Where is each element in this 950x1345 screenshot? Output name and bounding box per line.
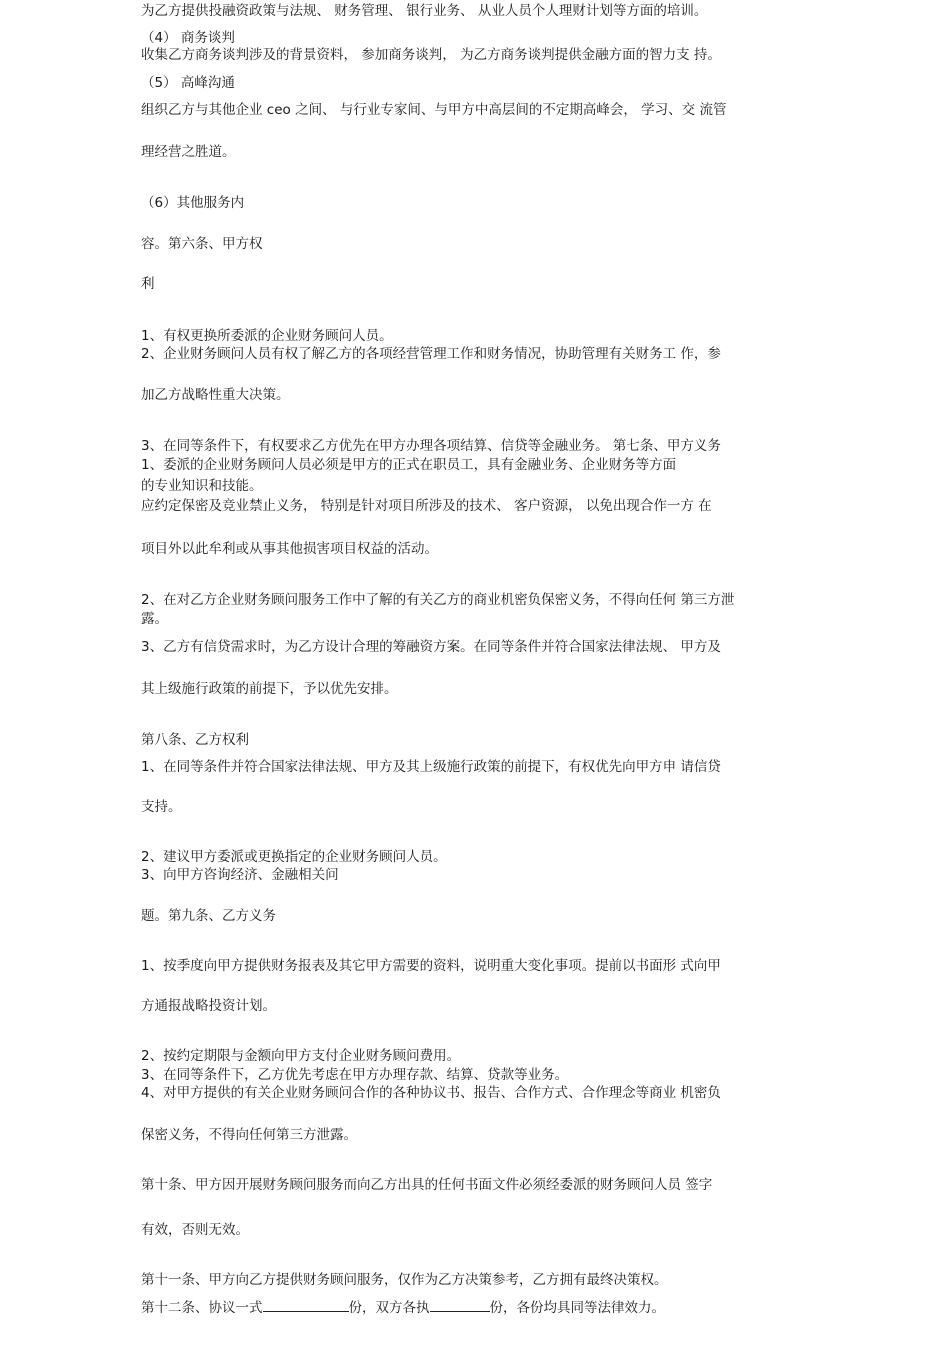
text-line: 加乙方战略性重大决策。	[141, 387, 290, 403]
text-line: 容。第六条、甲方权	[141, 236, 263, 252]
text-line: 的专业知识和技能。	[141, 478, 263, 494]
text-line: 项目外以此牟利或从事其他损害项目权益的活动。	[141, 541, 438, 557]
text-line: 有效，否则无效。	[141, 1222, 249, 1238]
text-line: 组织乙方与其他企业 ceo 之间、 与行业专家间、与甲方中高层间的不定期高峰会， 学习、交 流管	[141, 102, 727, 118]
text-line: 支持。	[141, 799, 182, 815]
text-line: 为乙方提供投融资政策与法规、 财务管理、 银行业务、 从业人员个人理财计划等方面的培训。	[141, 3, 708, 19]
text-line: 第十条、甲方因开展财务顾问服务而向乙方出具的任何书面文件必须经委派的财务顾问人员 签字	[141, 1177, 713, 1193]
text-line: 利	[141, 276, 155, 292]
text-line: 保密义务，不得向任何第三方泄露。	[141, 1127, 357, 1143]
copies-each-blank[interactable]	[430, 1297, 490, 1312]
list-item: 3、在同等条件下，乙方优先考虑在甲方办理存款、结算、贷款等业务。	[141, 1067, 569, 1083]
list-item: 3、在同等条件下，有权要求乙方优先在甲方办理各项结算、信贷等金融业务。 第七条、甲方义务	[141, 438, 721, 454]
list-item: 4、对甲方提供的有关企业财务顾问合作的各种协议书、报告、合作方式、合作理念等商业 机密负	[141, 1085, 721, 1101]
final-clause-part3: 份，各份均具同等法律效力。	[489, 1300, 665, 1316]
text-line: 露。	[141, 611, 168, 627]
final-clause	[141, 1297, 665, 1317]
list-item: 2、在对乙方企业财务顾问服务工作中了解的有关乙方的商业机密负保密义务，不得向任何 第三方泄	[141, 592, 735, 608]
list-item: 3、向甲方咨询经济、金融相关问	[141, 867, 339, 883]
text-line: 方通报战略投资计划。	[141, 998, 276, 1014]
final-clause-part2: 份，双方各执	[348, 1300, 430, 1316]
list-item: 2、按约定期限与金额向甲方支付企业财务顾问费用。	[141, 1048, 461, 1064]
section-heading: （5） 高峰沟通	[141, 75, 235, 91]
section-heading: （6）其他服务内	[141, 195, 245, 211]
text-line: 收集乙方商务谈判涉及的背景资料， 参加商务谈判， 为乙方商务谈判提供金融方面的智力支 持。	[141, 47, 721, 63]
text-line: 题。第九条、乙方义务	[141, 908, 276, 924]
list-item: 1、委派的企业财务顾问人员必须是甲方的正式在职员工，具有金融业务、企业财务等方面	[141, 457, 677, 473]
text-line: 理经营之胜道。	[141, 144, 236, 160]
list-item: 1、按季度向甲方提供财务报表及其它甲方需要的资料，说明重大变化事项。提前以书面形 式向甲	[141, 958, 721, 974]
text-line: 第十一条、甲方向乙方提供财务顾问服务，仅作为乙方决策参考，乙方拥有最终决策权。	[141, 1272, 668, 1288]
text-line: 其上级施行政策的前提下，予以优先安排。	[141, 681, 398, 697]
list-item: 1、有权更换所委派的企业财务顾问人员。	[141, 328, 393, 344]
list-item: 3、乙方有信贷需求时，为乙方设计合理的筹融资方案。在同等条件并符合国家法律法规、 甲方及	[141, 639, 721, 655]
list-item: 2、企业财务顾问人员有权了解乙方的各项经营管理工作和财务情况，协助管理有关财务工 作，参	[141, 346, 721, 362]
list-item: 1、在同等条件并符合国家法律法规、甲方及其上级施行政策的前提下，有权优先向甲方申 请信贷	[141, 759, 721, 775]
list-item: 2、建议甲方委派或更换指定的企业财务顾问人员。	[141, 849, 447, 865]
section-heading: （4） 商务谈判	[141, 30, 235, 46]
copies-total-blank[interactable]	[263, 1297, 349, 1312]
text-line: 应约定保密及竞业禁止义务， 特别是针对项目所涉及的技术、 客户资源， 以免出现合作一方 在	[141, 498, 712, 514]
section-heading: 第八条、乙方权利	[141, 732, 249, 748]
final-clause-part1: 第十二条、协议一式	[141, 1300, 263, 1316]
